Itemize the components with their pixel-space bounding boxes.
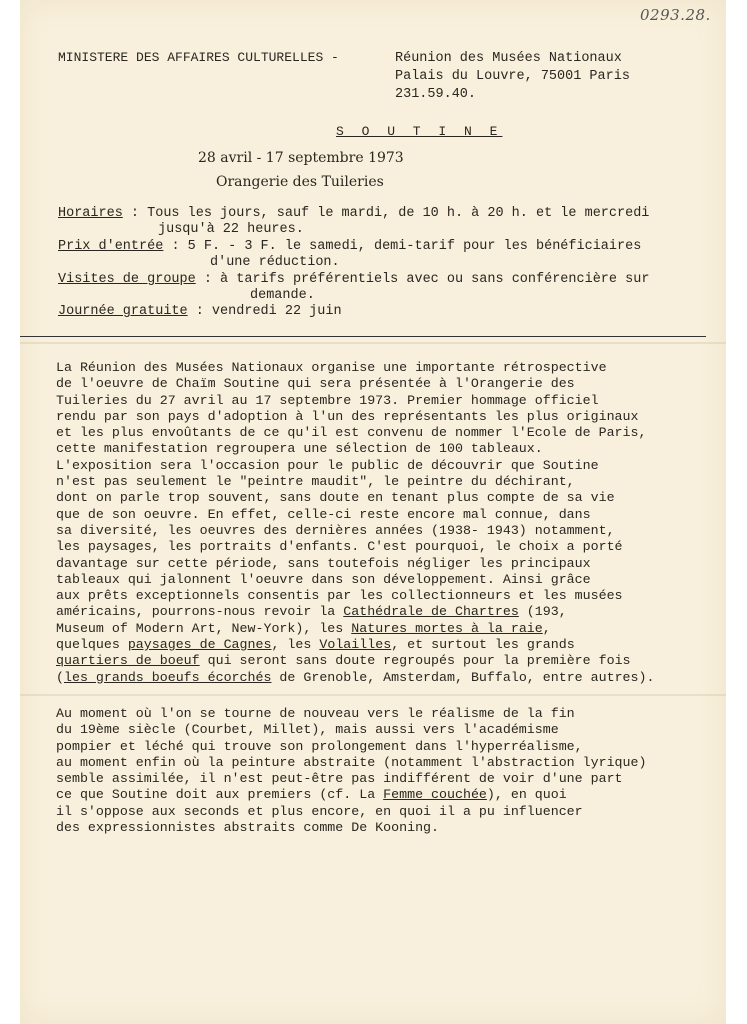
text-line: que de son oeuvre. En effet, celle-ci reste encore mal connue, dans <box>56 506 591 522</box>
text-span: quelques <box>56 637 128 653</box>
text-line: L'exposition sera l'occasion pour le public de découvrir que Soutine <box>56 457 599 473</box>
groups-text-cont: demande. <box>250 288 315 303</box>
exhibition-venue: Orangerie des Tuileries <box>216 174 384 190</box>
text-line <box>56 604 726 620</box>
address-block <box>395 50 630 104</box>
exhibition-title: S O U T I N E <box>336 124 503 139</box>
body-paragraph-2 <box>56 706 726 836</box>
text-line: cette manifestation regroupera une sélection de 100 tableaux. <box>56 441 543 457</box>
text-line: pompier et léché qui trouve son prolongement dans l'hyperréalisme, <box>56 738 583 754</box>
hours-label: Horaires <box>58 206 123 221</box>
text-span: ), en quoi <box>486 787 567 803</box>
text-span: (193, <box>518 604 567 620</box>
document-page <box>20 0 726 1024</box>
text-line: Au moment où l'on se tourne de nouveau vers le réalisme de la fin <box>56 706 575 721</box>
text-line <box>56 637 726 653</box>
text-span: Museum of Modern Art, New-York), les <box>56 620 352 636</box>
exhibition-dates: 28 avril - 17 septembre 1973 <box>198 150 404 166</box>
text-line: et les plus envoûtants de ce qu'il est convenu de nommer l'Ecole de Paris, <box>56 425 647 441</box>
text-line: n'est pas seulement le "peintre maudit", le peintre du déchirant, <box>56 474 575 490</box>
artwork-title: les grands boeufs écorchés <box>63 669 272 685</box>
text-span: , <box>542 620 551 636</box>
text-line <box>56 787 726 803</box>
text-line: semble assimilée, il n'est peut-être pas indifférent de voir d'une part <box>56 771 623 787</box>
ministry-header: MINISTERE DES AFFAIRES CULTURELLES - <box>58 50 339 65</box>
price-text-cont: d'une réduction. <box>210 255 340 270</box>
artwork-title: Volailles <box>319 637 392 653</box>
text-line: dont on parle trop souvent, sans doute en tenant plus compte de sa vie <box>56 490 615 506</box>
text-line: aux prêts exceptionnels consentis par les collectionneurs et les musées <box>56 588 623 604</box>
archive-number: 0293.28. <box>640 6 711 24</box>
address-line: Palais du Louvre, 75001 Paris <box>395 69 630 84</box>
price-text: : 5 F. - 3 F. le samedi, demi-tarif pour les bénéficiaires <box>171 239 642 254</box>
text-line: au moment enfin où la peinture abstraite (notamment l'abstraction lyrique) <box>56 754 647 770</box>
free-day-label: Journée gratuite <box>58 304 188 319</box>
text-span: , et surtout les grands <box>391 637 575 653</box>
hours-text-cont: jusqu'à 22 heures. <box>158 222 304 237</box>
text-line: de l'oeuvre de Chaïm Soutine qui sera présentée à l'Orangerie des <box>56 376 575 392</box>
text-line: tableaux qui jalonnent l'oeuvre dans son développement. Ainsi grâce <box>56 571 591 587</box>
text-span: de Grenoble, Amsterdam, Buffalo, entre autres). <box>271 669 655 685</box>
text-line: rendu par son pays d'adoption à l'un des représentants les plus originaux <box>56 408 639 424</box>
body-paragraph-1 <box>56 360 726 686</box>
text-line: les paysages, les portraits d'enfants. C'est pourquoi, le choix a porté <box>56 539 623 555</box>
text-span: , les <box>271 637 320 653</box>
text-line: Tuileries du 27 avril au 17 septembre 1973. Premier hommage officiel <box>56 392 599 408</box>
text-span: qui seront sans doute regroupés pour la première fois <box>199 653 631 669</box>
text-line <box>56 621 726 637</box>
text-line: du 19ème siècle (Courbet, Millet), mais aussi vers l'académisme <box>56 722 559 738</box>
text-line: La Réunion des Musées Nationaux organise une importante rétrospective <box>56 360 607 375</box>
text-line <box>56 670 726 686</box>
text-span: américains, pourrons-nous revoir la <box>56 604 344 620</box>
address-line: Réunion des Musées Nationaux <box>395 51 622 66</box>
artwork-title: Cathédrale de Chartres <box>343 604 519 620</box>
hours-text: : Tous les jours, sauf le mardi, de 10 h. à 20 h. et le mercredi <box>130 206 650 221</box>
text-line <box>56 653 726 669</box>
text-span: ce que Soutine doit aux premiers (cf. La <box>56 787 384 803</box>
paper-fold <box>20 342 726 344</box>
free-day-text: : vendredi 22 juin <box>195 304 342 319</box>
text-span: ( <box>56 669 64 685</box>
groups-label: Visites de groupe <box>58 272 196 287</box>
artwork-title: quartiers de boeuf <box>56 653 200 669</box>
text-line: sa diversité, les oeuvres des dernières années (1938- 1943) notamment, <box>56 522 615 538</box>
text-line: des expressionnistes abstraits comme De Kooning. <box>56 820 440 836</box>
text-line: il s'oppose aux seconds et plus encore, en quoi il a pu influencer <box>56 803 583 819</box>
paper-fold <box>20 694 726 696</box>
artwork-title: Femme couchée <box>383 787 487 803</box>
artwork-title: paysages de Cagnes <box>127 637 272 653</box>
horizontal-rule <box>20 336 706 337</box>
artwork-title: Natures mortes à la raie <box>351 620 543 636</box>
info-hours <box>58 206 649 238</box>
address-line: 231.59.40. <box>395 87 477 102</box>
info-free-day <box>58 304 342 320</box>
info-groups <box>58 272 649 304</box>
price-label: Prix d'entrée <box>58 239 164 254</box>
groups-text: : à tarifs préférentiels avec ou sans conférencière sur <box>203 272 650 287</box>
text-line: davantage sur cette période, sans toutefois négliger les principaux <box>56 555 591 571</box>
info-price <box>58 239 641 271</box>
